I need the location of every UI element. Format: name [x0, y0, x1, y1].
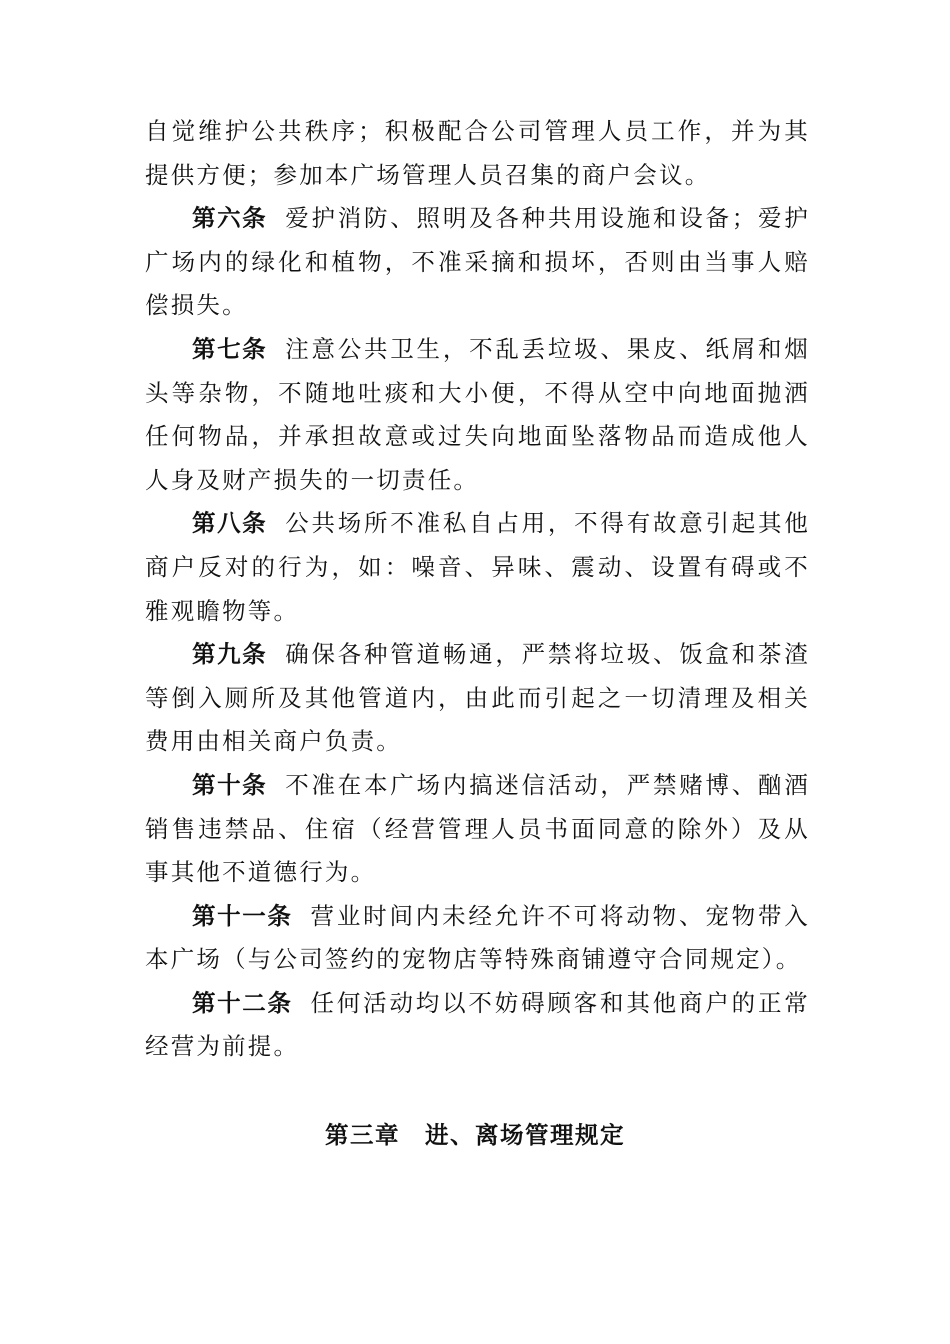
article-label: 第六条: [192, 204, 268, 233]
article-text: 任何活动均以不妨碍顾客和其他商户的正常经营为前提。: [145, 988, 810, 1061]
article-text: 确保各种管道畅通，严禁将垃圾、饭盒和茶渣等倒入厕所及其他管道内，由此而引起之一切清理及相关费用由相关商户负责。: [145, 640, 811, 756]
article-text: 不准在本广场内搞迷信活动，严禁赌博、酗酒销售违禁品、住宿（经营管理人员书面同意的除外）及从事其他不道德行为。: [145, 770, 811, 887]
article-11: [145, 895, 810, 982]
document-body: [145, 110, 810, 1069]
article-label: 第八条: [192, 509, 268, 538]
article-6: [145, 197, 810, 328]
article-10: [145, 764, 810, 895]
article-12: [145, 982, 810, 1069]
article-text: 注意公共卫生，不乱丢垃圾、果皮、纸屑和烟头等杂物，不随地吐痰和大小便，不得从空中向地面抛洒任何物品，并承担故意或过失向地面坠落物品而造成他人人身及财产损失的一切责任。: [145, 334, 811, 494]
article-label: 第十二条: [192, 988, 293, 1017]
article-label: 第七条: [192, 334, 268, 363]
article-label: 第九条: [192, 640, 268, 669]
article-7: [145, 328, 810, 502]
article-label: 第十一条: [192, 901, 293, 930]
intro-paragraph: 自觉维护公共秩序；积极配合公司管理人员工作，并为其提供方便；参加本广场管理人员召集的商户会议。: [145, 117, 810, 189]
article-9: [145, 633, 810, 764]
chapter-heading: 第三章 进、离场管理规定: [325, 1121, 625, 1149]
article-text: 营业时间内未经允许不可将动物、宠物带入本广场（与公司签约的宠物店等特殊商铺遵守合同规定）。: [145, 901, 810, 974]
article-label: 第十条: [192, 770, 268, 799]
article-text: 爱护消防、照明及各种共用设施和设备；爱护广场内的绿化和植物，不准采摘和损坏，否则由当事人赔偿损失。: [145, 204, 811, 320]
article-8: [145, 502, 810, 633]
article-text: 公共场所不准私自占用，不得有故意引起其他商户反对的行为，如：噪音、异味、震动、设置有碍或不雅观瞻物等。: [145, 509, 811, 625]
